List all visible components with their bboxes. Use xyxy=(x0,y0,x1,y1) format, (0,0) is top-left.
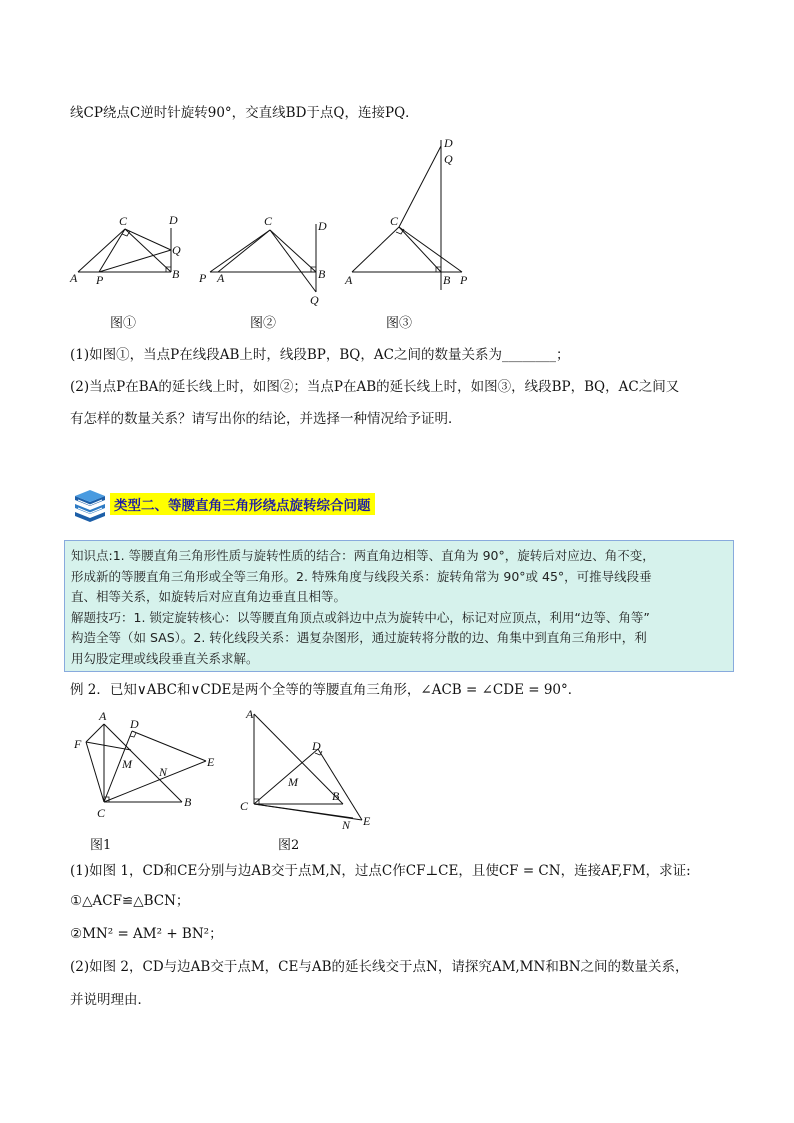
label-p: P xyxy=(199,271,207,285)
section-title: 类型二、等腰直角三角形绕点旋转综合问题 xyxy=(110,493,375,515)
knowledge-line: 直、相等关系，如旋转后对应直角边垂直且相等。 xyxy=(71,589,347,604)
knowledge-line: 形成新的等腰直角三角形或全等三角形。2. 特殊角度与线段关系：旋转角常为 90°或 45°，可推导线段垂 xyxy=(71,568,652,584)
label-c: C xyxy=(264,214,273,228)
fig2-caption: 图② xyxy=(250,316,277,331)
label-a: A xyxy=(99,709,107,723)
figure-2 xyxy=(196,210,336,310)
label-m: M xyxy=(122,757,132,771)
label-d: D xyxy=(444,136,453,150)
part-1b: ②MN² = AM² + BN²； xyxy=(70,926,223,942)
part-1a: ①△ACF≌△BCN； xyxy=(70,893,190,909)
knowledge-line: 用勾股定理或线段垂直关系求解。 xyxy=(71,650,259,666)
label-a: A xyxy=(70,271,78,285)
label-f: F xyxy=(74,737,82,751)
books-icon xyxy=(72,486,108,522)
label-n: N xyxy=(159,765,168,779)
fig3-caption: 图③ xyxy=(386,316,413,331)
figure-example-2 xyxy=(232,700,382,834)
label-b: B xyxy=(318,267,326,281)
knowledge-line: 构造全等（如 SAS）。2. 转化线段关系：遇复杂图形，通过旋转将分散的边、角集中到直角三角形中，利 xyxy=(71,630,647,645)
question-2-line-1: (2)当点P在BA的延长线上时，如图②；当点P在AB的延长线上时，如图③，线段BP，BQ，AC之间又 xyxy=(70,379,680,395)
label-n: N xyxy=(342,818,351,832)
label-b: B xyxy=(332,789,340,803)
question-1: (1)如图①，当点P在线段AB上时，线段BP，BQ，AC之间的数量关系为________； xyxy=(70,347,570,363)
figure-example-1 xyxy=(64,706,224,830)
knowledge-box xyxy=(64,540,734,672)
label-a: A xyxy=(217,271,225,285)
label-b: B xyxy=(172,267,180,281)
label-p: P xyxy=(96,273,104,287)
example-line: 例 2．已知∨ABC和∨CDE是两个全等的等腰直角三角形，∠ACB = ∠CDE = 90°． xyxy=(70,682,582,698)
label-e: E xyxy=(363,814,371,828)
knowledge-line: 解题技巧：1. 锁定旋转核心：以等腰直角顶点或斜边中点为旋转中心，标记对应顶点，利用“边等、角等” xyxy=(71,609,650,625)
label-b: B xyxy=(184,795,192,809)
label-c: C xyxy=(119,214,128,228)
label-c: C xyxy=(390,214,399,228)
knowledge-line: 知识点:1. 等腰直角三角形性质与旋转性质的结合：两直角边相等、直角为 90°，旋转后对应边、角不变， xyxy=(71,548,655,563)
label-d: D xyxy=(169,213,178,227)
label-m: M xyxy=(288,775,298,789)
fig1-caption: 图① xyxy=(110,316,137,331)
section-header xyxy=(72,486,402,522)
label-q: Q xyxy=(172,243,181,257)
label-q: Q xyxy=(310,293,319,307)
label-d: D xyxy=(312,739,321,753)
label-e: E xyxy=(207,755,215,769)
part-2-line-1: (2)如图 2，CD与边AB交于点M，CE与AB的延长线交于点N，请探究AM,MN和BN之间的数量关系， xyxy=(70,959,689,975)
figure-3 xyxy=(340,130,480,290)
question-2-line-2: 有怎样的数量关系？请写出你的结论，并选择一种情况给予证明． xyxy=(70,411,462,427)
label-c: C xyxy=(97,806,106,820)
part-2-line-2: 并说明理由． xyxy=(70,992,151,1008)
label-c: C xyxy=(240,799,249,813)
fig5-caption: 图2 xyxy=(278,838,300,853)
label-b: B xyxy=(443,273,451,287)
label-a: A xyxy=(345,273,353,287)
fig4-caption: 图1 xyxy=(90,838,112,853)
label-d: D xyxy=(130,717,139,731)
label-q: Q xyxy=(444,152,453,166)
label-p: P xyxy=(460,273,468,287)
intro-line: 线CP绕点C逆时针旋转90°，交直线BD于点Q，连接PQ． xyxy=(70,105,419,121)
part-1: (1)如图 1，CD和CE分别与边AB交于点M,N，过点C作CF⊥CE，且使CF = CN，连接AF,FM，求证: xyxy=(70,863,691,879)
label-d: D xyxy=(318,219,327,233)
label-a: A xyxy=(246,707,254,721)
figure-1 xyxy=(66,210,196,290)
